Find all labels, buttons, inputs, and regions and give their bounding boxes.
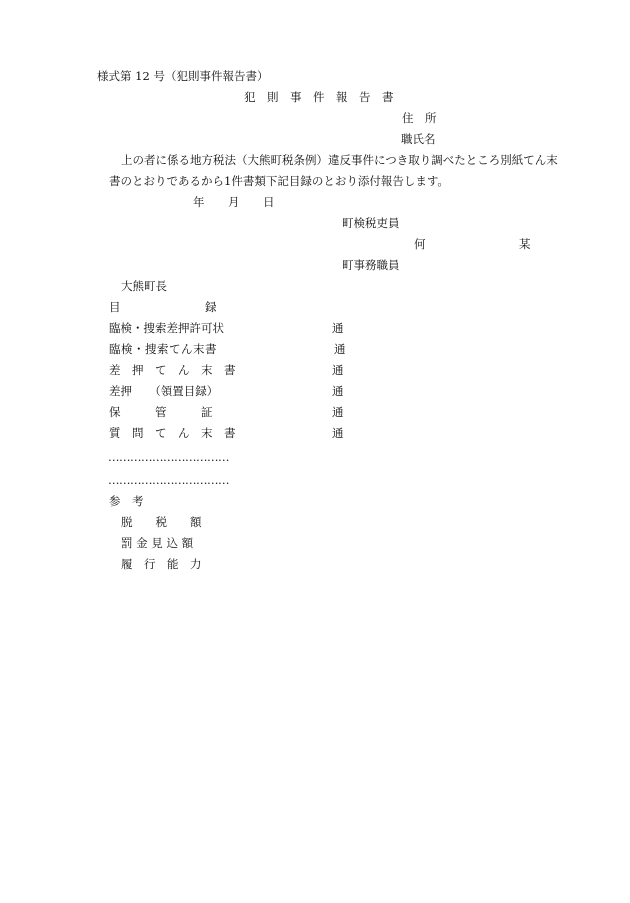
- inventory-item-unit: 通: [332, 426, 344, 440]
- inventory-item-label: 質 問 て ん 末 書: [109, 426, 236, 440]
- inventory-item-unit: 通: [332, 363, 344, 377]
- inventory-item-unit: 通: [332, 405, 344, 419]
- date-day: 日: [263, 195, 275, 209]
- document-title: 犯 則 事 件 報 告 書: [244, 90, 394, 104]
- reference-item: 罰 金 見 込 額: [121, 536, 194, 550]
- reference-header: 参 考: [109, 494, 144, 508]
- placeholder-name-right: 某: [519, 237, 531, 251]
- body-text-line-2: 書のとおりであるから1件書類下記目録のとおり添付報告します。: [109, 174, 449, 188]
- placeholder-name-left: 何: [414, 237, 426, 251]
- inventory-header-left: 目: [109, 300, 121, 314]
- inventory-item-unit: 通: [332, 321, 344, 335]
- dotted-line: ……………………………: [108, 473, 229, 487]
- tax-official-label: 町検税吏員: [342, 216, 400, 230]
- reference-item: 履 行 能 力: [121, 557, 202, 571]
- inventory-item-unit: 通: [332, 384, 344, 398]
- date-year: 年: [193, 195, 205, 209]
- inventory-item-label: 差 押 て ん 末 書: [109, 363, 236, 377]
- date-month: 月: [228, 195, 240, 209]
- address-label: 住 所: [402, 111, 437, 125]
- dotted-line: ……………………………: [108, 450, 229, 464]
- inventory-header-right: 録: [205, 300, 217, 314]
- recipient: 大熊町長: [121, 279, 167, 293]
- staff-label: 町事務職員: [342, 258, 400, 272]
- inventory-item-label: 差押 （領置目録）: [109, 384, 219, 398]
- inventory-item-label: 臨検・捜索てん末書: [109, 342, 217, 356]
- form-label: 様式第 12 号（犯則事件報告書）: [97, 69, 269, 83]
- inventory-item-label: 臨検・捜索差押許可状: [109, 321, 224, 335]
- reference-item: 脱 税 額: [121, 515, 202, 529]
- inventory-item-unit: 通: [334, 342, 346, 356]
- body-text-line-1: 上の者に係る地方税法（大熊町税条例）違反事件につき取り調べたところ別紙てん末: [121, 153, 558, 167]
- inventory-item-label: 保 管 証: [109, 405, 213, 419]
- name-label: 職氏名: [401, 132, 436, 146]
